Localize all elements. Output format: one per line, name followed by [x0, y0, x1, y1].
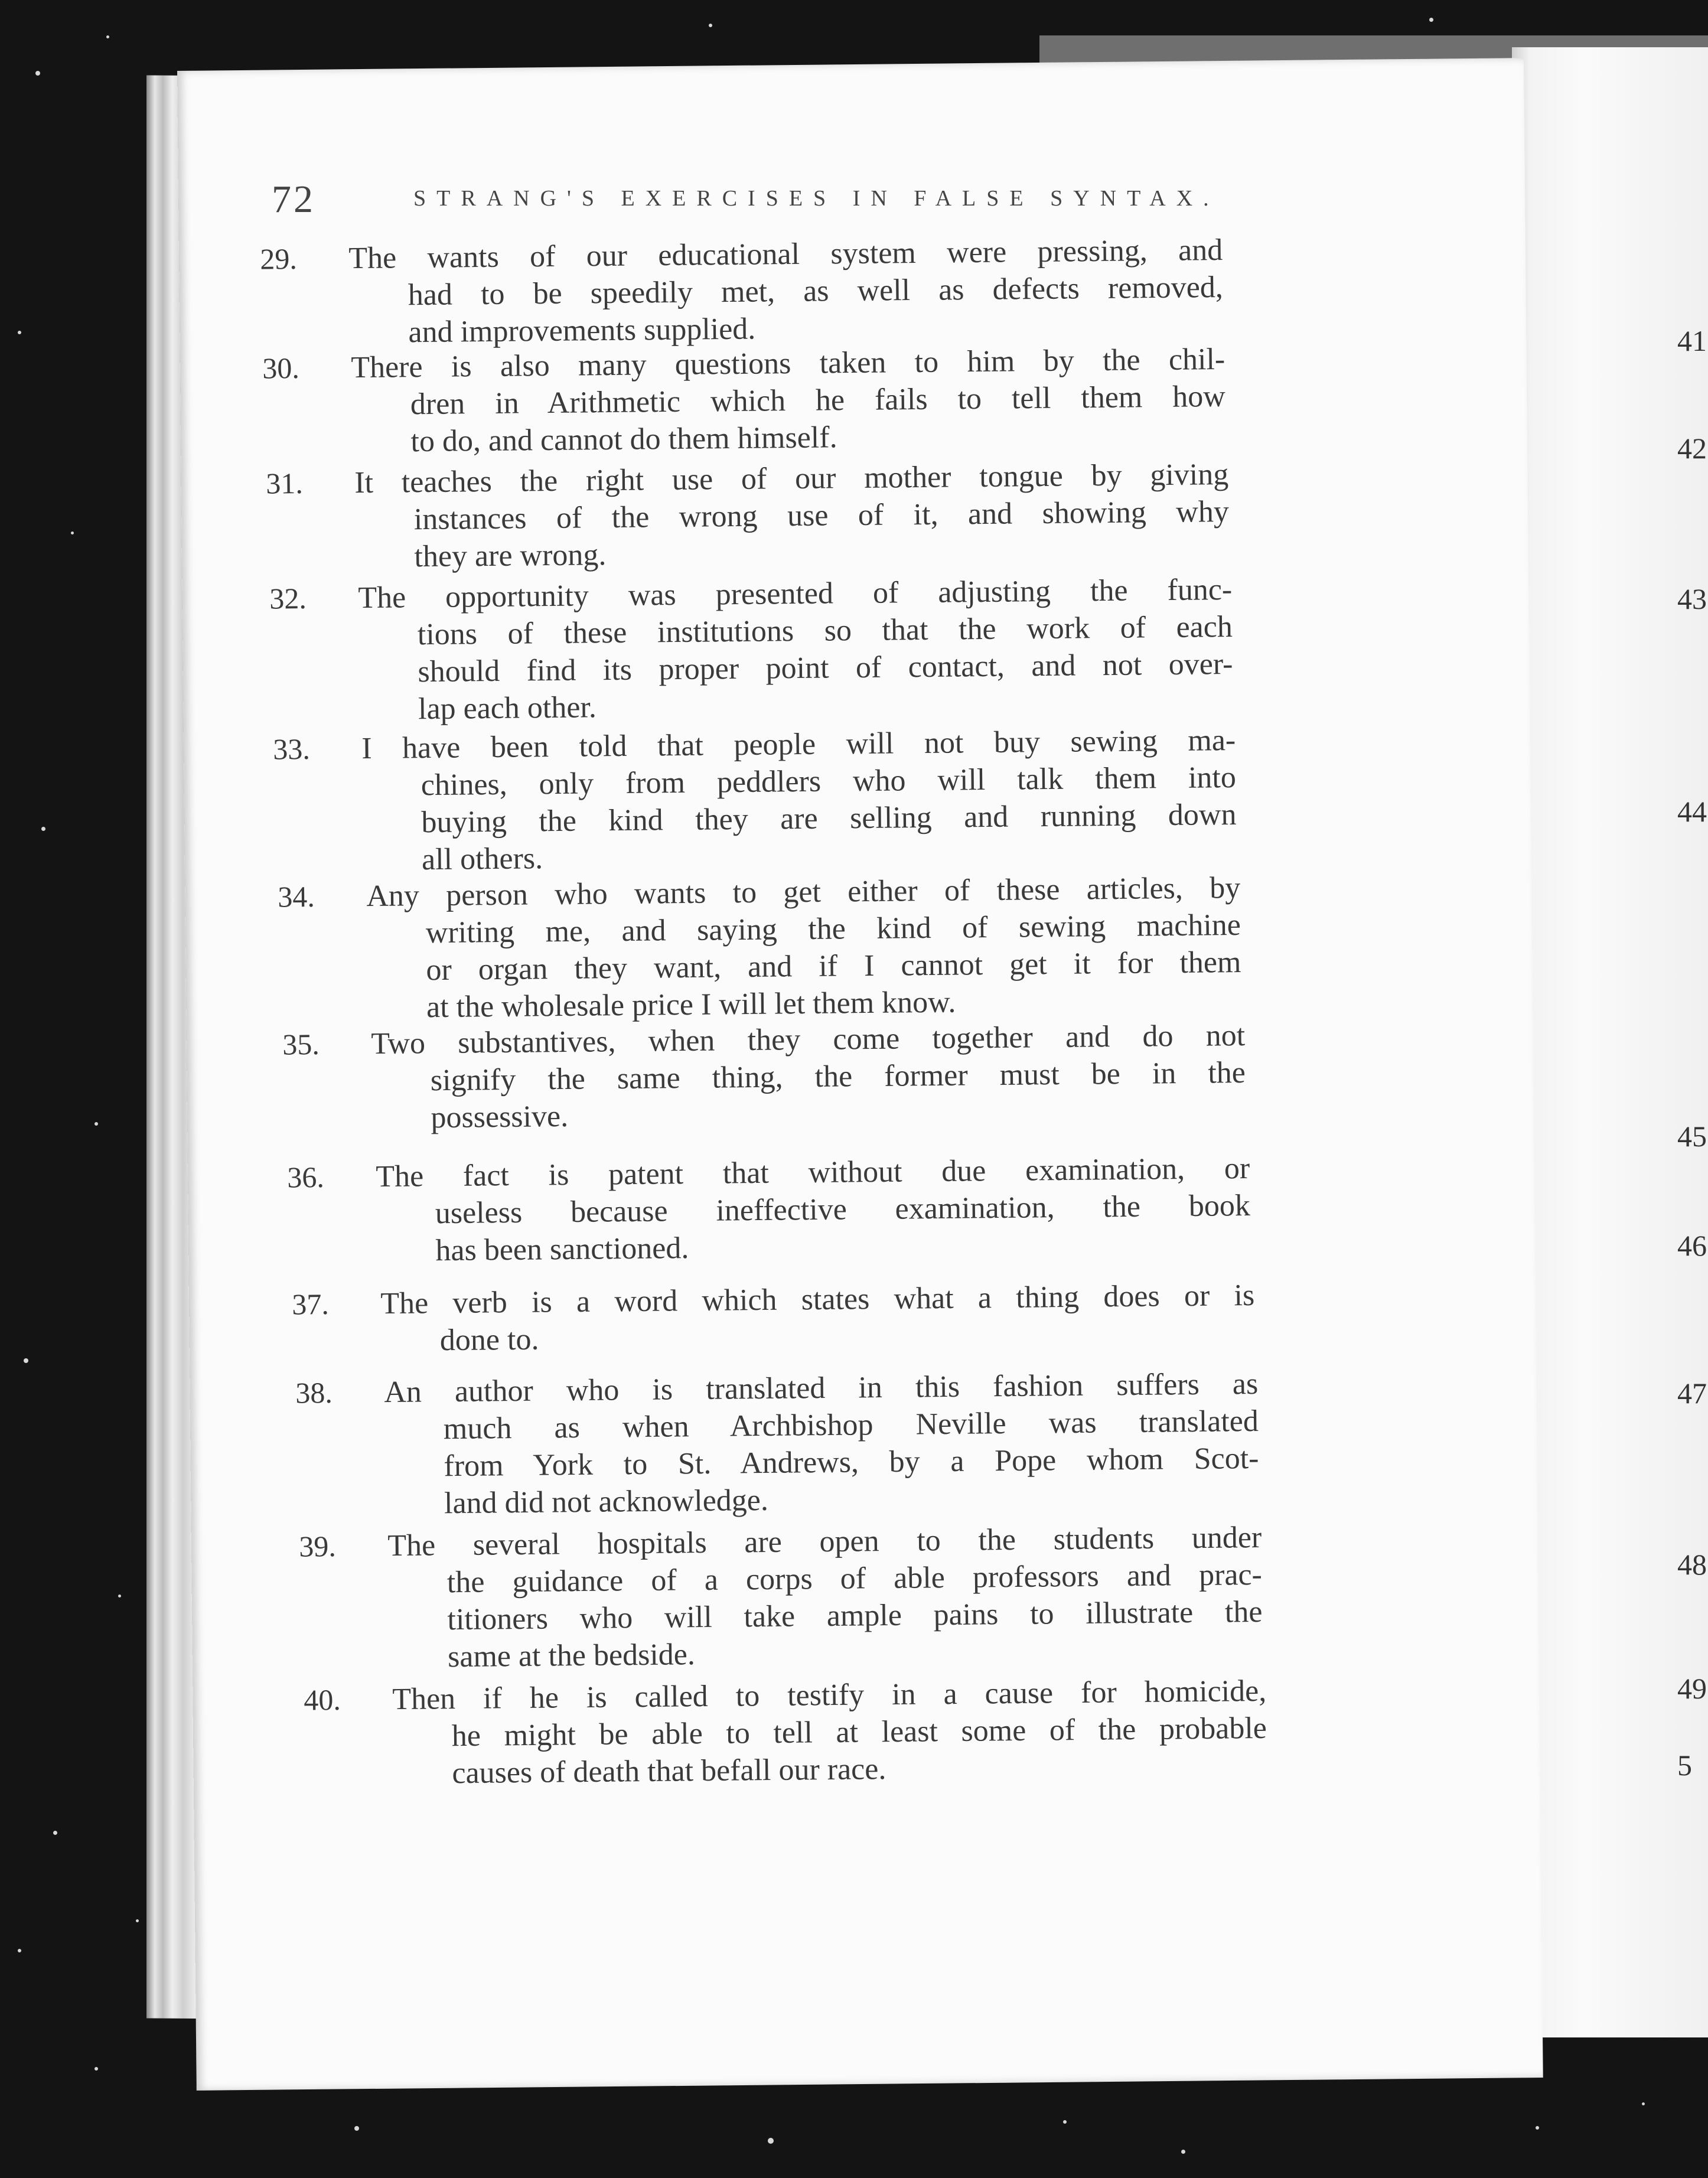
exercise-number: 40. [304, 1683, 341, 1717]
exercise-item [148, 1365, 1259, 1525]
exercise-item [122, 571, 1233, 731]
exercise-number: 31. [266, 467, 304, 500]
exercise-number: 39. [299, 1530, 337, 1563]
exercise-item [156, 1672, 1267, 1795]
facing-margin-number: 47 [1677, 1377, 1707, 1410]
exercise-line: much as when Archbishop Neville was translated [443, 1404, 1259, 1446]
exercise-item [115, 341, 1226, 463]
exercise-line: they are wrong. [414, 538, 607, 574]
exercise-line: The opportunity was presented of adjusting the func- [358, 572, 1233, 615]
exercise-number: 32. [269, 582, 307, 615]
exercise-line: The several hospitals are open to the students under [387, 1520, 1262, 1563]
exercise-line: all others. [421, 842, 543, 877]
exercise-line: lap each other. [418, 690, 597, 726]
facing-margin-number: 45 [1677, 1120, 1707, 1153]
facing-margin-number: 44 [1677, 795, 1707, 828]
exercise-line: from York to St. Andrews, by a Pope whom Scot- [444, 1441, 1259, 1483]
scan-speckle [1429, 18, 1433, 22]
scan-speckle [94, 1122, 98, 1126]
facing-margin-number: 41 [1677, 324, 1707, 357]
scan-speckle [1181, 2150, 1185, 2154]
exercise-line: and improvements supplied. [408, 312, 756, 350]
exercise-item [112, 232, 1224, 354]
exercise-line: signify the same thing, the former must be in the [430, 1055, 1246, 1098]
exercise-line: instances of the wrong use of it, and showing why [413, 494, 1230, 537]
scan-speckle [35, 71, 40, 76]
page-number: 72 [272, 178, 315, 221]
exercise-line: or organ they want, and if I cannot get it for them [426, 945, 1241, 987]
exercise-item [144, 1277, 1255, 1362]
exercise-line: titioners who will take ample pains to illustrate the [447, 1595, 1263, 1637]
exercise-line: at the wholesale price I will let them know. [426, 985, 956, 1025]
facing-margin-number: 43 [1677, 582, 1707, 615]
exercise-line: An author who is translated in this fashion suffers as [384, 1367, 1259, 1410]
scan-speckle [768, 2138, 774, 2144]
exercise-line: causes of death that befall our race. [452, 1752, 886, 1791]
running-head-title: STRANG'S EXERCISES IN FALSE SYNTAX. [413, 186, 1220, 211]
scan-speckle [709, 24, 712, 27]
scan-speckle [41, 827, 45, 831]
scan-speckle [71, 532, 74, 534]
facing-margin-number: 42 [1677, 432, 1707, 465]
running-head [272, 177, 1335, 230]
scan-speckle [1536, 2126, 1539, 2130]
exercise-number: 36. [287, 1160, 325, 1194]
scan-speckle [94, 2067, 98, 2071]
exercise-number: 37. [292, 1287, 330, 1321]
scan-speckle [24, 1358, 28, 1363]
exercise-item [118, 456, 1230, 578]
exercise-line: had to be speedily met, as well as defects removed, [408, 270, 1224, 312]
exercise-line: to do, and cannot do them himself. [410, 420, 837, 459]
exercise-number: 35. [282, 1028, 320, 1061]
scan-speckle [106, 35, 109, 38]
exercise-line: tions of these institutions so that the work of each [417, 609, 1233, 652]
exercise-number: 38. [295, 1376, 333, 1410]
exercise-line: The wants of our educational system were pressing, and [348, 233, 1223, 276]
exercise-line: possessive. [431, 1099, 569, 1135]
facing-margin-number: 5 [1677, 1749, 1692, 1782]
scan-speckle [354, 2126, 359, 2131]
exercise-line: dren in Arithmetic which he fails to tell them how [410, 379, 1226, 422]
exercise-line: done to. [439, 1322, 539, 1358]
exercise-line: There is also many questions taken to him by the chil- [351, 342, 1225, 385]
exercise-line: writing me, and saying the kind of sewing machine [425, 908, 1241, 950]
facing-margin-number: 46 [1677, 1229, 1707, 1262]
exercise-line: the guidance of a corps of able professors and prac- [446, 1557, 1263, 1600]
exercise-line: buying the kind they are selling and running down [421, 797, 1237, 840]
exercise-line: The verb is a word which states what a thing does or is [380, 1278, 1255, 1321]
exercise-line: has been sanctioned. [435, 1231, 689, 1268]
exercise-line: Then if he is called to testify in a cause for homicide, [392, 1674, 1267, 1717]
exercise-line: should find its proper point of contact, and not over- [418, 647, 1233, 689]
facing-page-margin-numbers [1677, 0, 1708, 2178]
exercise-line: same at the bedside. [447, 1638, 696, 1674]
scan-speckle [18, 331, 21, 334]
scan-speckle [118, 1595, 121, 1597]
exercise-number: 29. [260, 242, 298, 276]
exercise-item [151, 1519, 1263, 1678]
exercise-line: Any person who wants to get either of these articles, by [366, 870, 1241, 914]
exercise-line: It teaches the right use of our mother tongue by giving [354, 457, 1229, 500]
exercise-line: The fact is patent that without due examination, or [376, 1151, 1250, 1194]
exercise-line: Two substantives, when they come together and do not [371, 1018, 1246, 1061]
exercise-line: useless because ineffective examination, the book [435, 1188, 1251, 1231]
exercise-number: 34. [278, 880, 315, 914]
scan-speckle [1642, 2102, 1645, 2105]
exercise-line: I have been told that people will not buy sewing ma- [361, 723, 1236, 766]
exercise-line: chines, only from peddlers who will talk them into [421, 760, 1237, 803]
scan-speckle [53, 1831, 57, 1835]
facing-margin-number: 49 [1677, 1672, 1707, 1705]
exercise-line: land did not acknowledge. [444, 1483, 769, 1521]
facing-margin-number: 48 [1677, 1548, 1707, 1581]
exercise-item [125, 722, 1237, 881]
exercise-item [130, 869, 1241, 1029]
exercise-number: 30. [262, 351, 300, 385]
exercise-item [135, 1017, 1246, 1139]
exercise-item [139, 1150, 1251, 1272]
exercise-number: 33. [273, 732, 311, 766]
scan-speckle [18, 1949, 21, 1952]
scan-speckle [136, 1919, 139, 1922]
scan-speckle [1063, 2120, 1067, 2124]
exercise-line: he might be able to tell at least some of the probable [451, 1711, 1267, 1753]
